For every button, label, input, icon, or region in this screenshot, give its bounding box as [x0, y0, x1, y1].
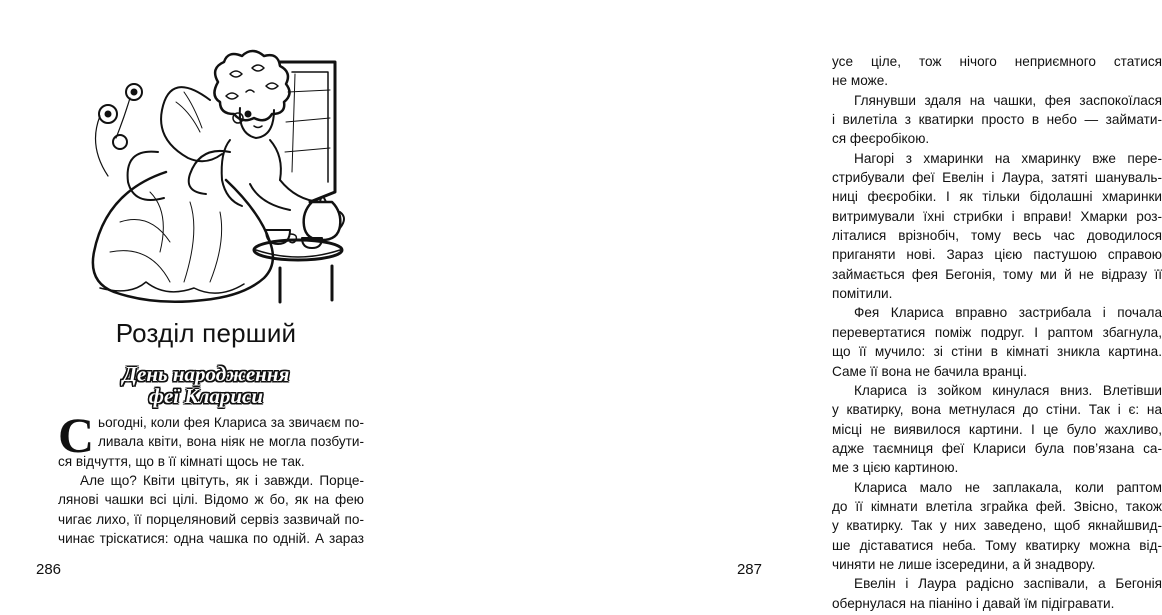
text-line: чиняти не лише ізсередини, а й знадвору.	[832, 556, 1096, 572]
left-page	[0, 0, 400, 615]
fairy-illustration	[80, 52, 342, 314]
paragraph	[832, 303, 1162, 380]
text-line: ше діставатися неба. Тому кватирку можна від-	[832, 537, 1162, 553]
text-line: Але що? Квіти цвітуть, як і завжди. Порце-	[80, 473, 364, 489]
text-line: приганяти нові. Зараз цією пастушою справою	[832, 247, 1162, 263]
paragraph	[58, 471, 364, 548]
paragraph	[832, 478, 1162, 575]
text-line: ся феєробікою.	[832, 131, 930, 147]
chapter-label: Розділ перший	[115, 318, 297, 348]
drop-cap: С	[58, 407, 95, 463]
text-line: Глянувши здаля на чашки, фея заспокоїлася	[854, 92, 1162, 108]
text-line: у кватирку, вона метнулася до стіни. Так і є: на	[832, 402, 1162, 418]
chapter-title-line-1: День народження	[122, 362, 290, 386]
right-page	[400, 0, 1162, 615]
text-line: займається фея Бегонія, тому ми й не відразу її	[832, 266, 1162, 282]
text-line: місці не виявилося картини. І це було жахливо,	[832, 421, 1162, 437]
page-number-right: 287	[736, 561, 762, 578]
left-body-text	[58, 407, 364, 548]
chapter-title	[36, 363, 376, 407]
paragraph	[832, 52, 1162, 91]
text-line: що її мучило: зі стіни в кімнаті зникла картина.	[832, 344, 1162, 360]
chapter-title-line-2: феї Клариси	[148, 384, 264, 408]
fairy-with-tea-tray-drawing	[80, 52, 342, 314]
text-line: помітили.	[832, 286, 893, 302]
paragraph	[832, 381, 1162, 478]
text-line: Нагорі з хмаринки на хмаринку вже пере-	[854, 150, 1162, 166]
text-line: витримували їхні стрибки і вправи! Хмарки роз-	[832, 208, 1162, 224]
text-line: ливала квіти, вона ніяк не могла позбути-	[98, 434, 364, 450]
text-line: стрибували феї Евелін і Лаура, затяті шануваль-	[832, 170, 1162, 186]
text-line: не може.	[832, 73, 889, 89]
paragraph	[58, 407, 364, 471]
text-line: Клариса із зойком кинулася вниз. Влетівши	[854, 382, 1162, 398]
text-line: і вилетіла з кватирки просто в небо — займати-	[832, 112, 1162, 128]
text-line: Саме її вона не бачила вранці.	[832, 363, 1027, 379]
right-body-text	[832, 52, 1162, 613]
text-line: ся відчуття, що в її кімнаті щось не так.	[58, 453, 305, 469]
page-number-left: 286	[36, 561, 62, 578]
text-line: ьогодні, коли фея Клариса за звичаєм по-	[98, 415, 364, 430]
text-line: Евелін і Лаура радісно заспівали, а Бегонія	[854, 576, 1162, 592]
text-line: ме з цією картиною.	[832, 460, 959, 476]
text-line: у кватирку. Так у них заведено, щоб якнайшвид-	[832, 518, 1162, 534]
text-line: Клариса мало не заплакала, коли раптом	[854, 479, 1162, 495]
paragraph	[832, 91, 1162, 149]
text-line: до її кімнати влетіла зграйка фей. Звісно, також	[832, 498, 1162, 514]
text-line: ниці феєробіки. І як тільки бідолашні хмаринки	[832, 189, 1162, 205]
text-line: лянові чашки всі цілі. Відомо ж бо, як на фею	[58, 492, 364, 508]
text-line: чинає тріскатися: одна чашка по одній. А зараз	[58, 531, 364, 547]
text-line: Фея Клариса вправно застрибала і почала	[854, 305, 1162, 321]
text-line: обернулася на піаніно і давай їм підігравати.	[832, 595, 1115, 611]
text-line: чигає лихо, її порцеляновий сервіз зазвичай по-	[58, 511, 364, 527]
text-line: усе ціле, тож нічого неприємного статися	[832, 54, 1162, 69]
text-line: адже таємниця феї Клариси була пов’язана са-	[832, 440, 1162, 456]
text-line: перевертатися поміж подруг. І раптом збагнула,	[832, 324, 1162, 340]
paragraph	[832, 149, 1162, 304]
text-line: літалися врізнобіч, тому весь час доводилося	[832, 228, 1162, 244]
paragraph	[832, 574, 1162, 613]
